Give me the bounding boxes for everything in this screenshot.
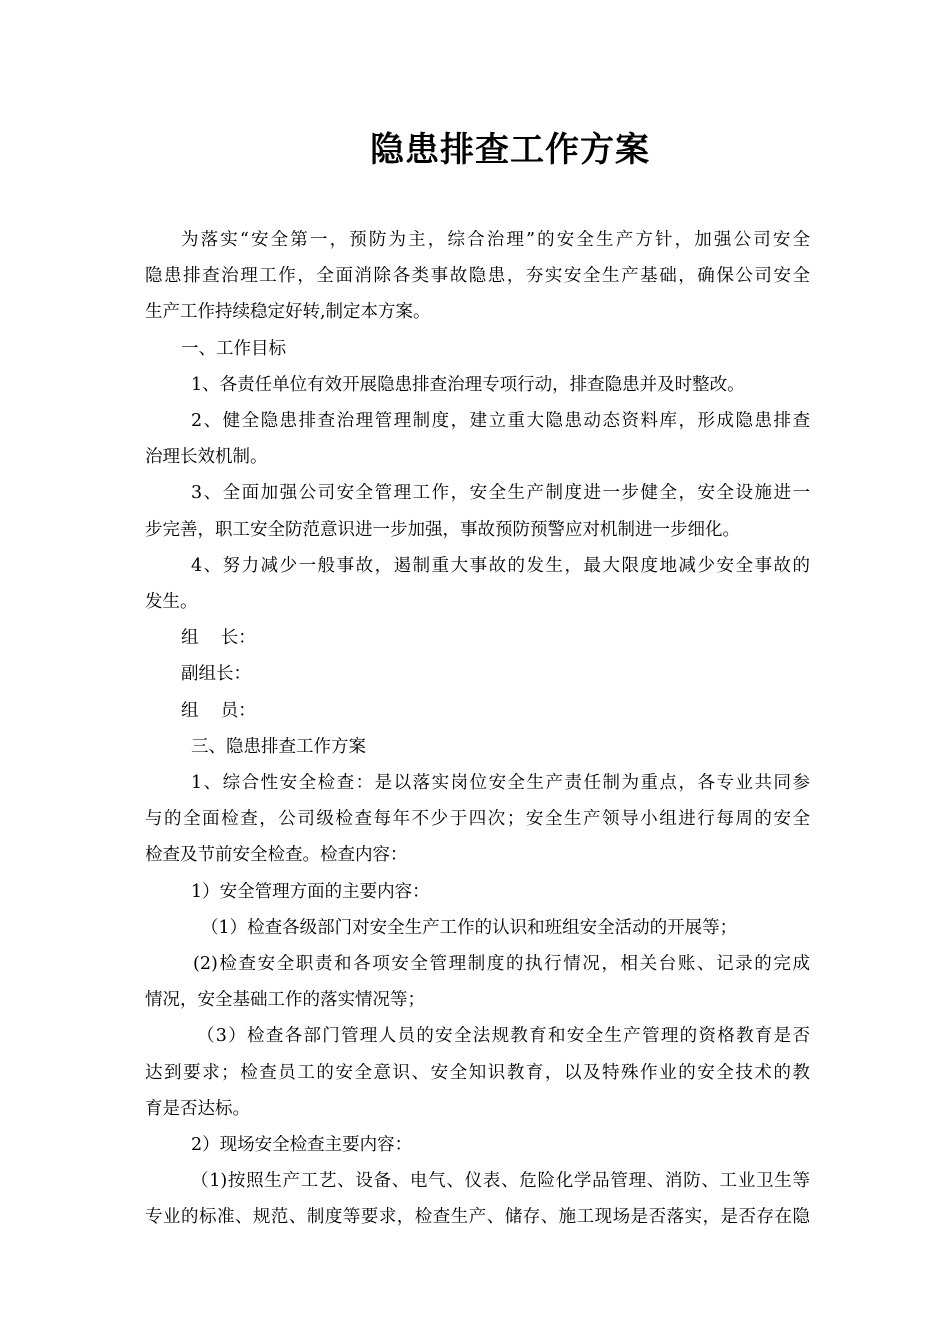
management-item-3 <box>145 1018 810 1127</box>
paragraph-line: 情况，安全基础工作的落实情况等； <box>145 990 425 1011</box>
paragraph-line: 隐患排查治理工作，全面消除各类事故隐患，夯实安全生产基础，确保公司安全 <box>145 266 810 287</box>
deputy-leader-label: 副组长： <box>181 664 251 685</box>
site-item-1 <box>145 1163 810 1235</box>
management-item-1: （1）检查各级部门对安全生产工作的认识和班组安全活动的开展等； <box>201 917 738 938</box>
document-body <box>145 222 810 1236</box>
paragraph-line: 步完善，职工安全防范意识进一步加强，事故预防预警应对机制进一步细化。 <box>145 519 740 540</box>
paragraph-line: (2)检查安全职责和各项安全管理制度的执行情况，相关台账、记录的完成 <box>193 954 810 975</box>
paragraph-line: 1、综合性安全检查：是以落实岗位安全生产责任制为重点，各专业共同参 <box>191 773 810 794</box>
paragraph-line: 发生。 <box>145 592 198 613</box>
paragraph-intro <box>145 222 810 331</box>
paragraph-line: 育是否达标。 <box>145 1098 250 1119</box>
inspection-item-1 <box>145 765 810 874</box>
paragraph-line: 治理长效机制。 <box>145 447 268 468</box>
section-heading: 三、隐患排查工作方案 <box>191 736 366 757</box>
paragraph-line: 为落实“安全第一，预防为主，综合治理”的安全生产方针，加强公司安全 <box>181 230 810 250</box>
paragraph-line: 检查及节前安全检查。检查内容： <box>145 845 408 866</box>
goal-item-1: 1、各责任单位有效开展隐患排查治理专项行动，排查隐患并及时整改。 <box>191 374 745 395</box>
team-leader-label: 组 长： <box>181 628 256 649</box>
goal-item-4 <box>145 548 810 620</box>
subsection-heading: 2）现场安全检查主要内容： <box>191 1135 413 1156</box>
paragraph-line: 与的全面检查，公司级检查每年不少于四次；安全生产领导小组进行每周的安全 <box>145 809 810 830</box>
document-title: 隐患排查工作方案 <box>370 130 650 170</box>
goal-item-2 <box>145 403 810 475</box>
paragraph-line: 达到要求；检查员工的安全意识、安全知识教育，以及特殊作业的安全技术的教 <box>145 1062 810 1083</box>
paragraph-line: 2、健全隐患排查治理管理制度，建立重大隐患动态资料库，形成隐患排查 <box>191 411 810 432</box>
paragraph-line: （3）检查各部门管理人员的安全法规教育和安全生产管理的资格教育是否 <box>197 1026 810 1047</box>
subsection-heading: 1）安全管理方面的主要内容： <box>191 881 430 902</box>
paragraph-line: 4、努力减少一般事故，遏制重大事故的发生，最大限度地减少安全事故的 <box>191 555 810 576</box>
paragraph-line: （1)按照生产工艺、设备、电气、仪表、危险化学品管理、消防、工业卫生等 <box>191 1171 810 1192</box>
team-member-label: 组 员： <box>181 700 256 721</box>
paragraph-line: 3、全面加强公司安全管理工作，安全生产制度进一步健全，安全设施进一 <box>191 483 810 504</box>
paragraph-line: 专业的标准、规范、制度等要求，检查生产、储存、施工现场是否落实，是否存在隐 <box>145 1207 810 1228</box>
goal-item-3 <box>145 475 810 547</box>
management-item-2 <box>145 946 810 1018</box>
section-heading: 一、工作目标 <box>181 338 286 359</box>
paragraph-line: 生产工作持续稳定好转,制定本方案。 <box>145 302 431 323</box>
